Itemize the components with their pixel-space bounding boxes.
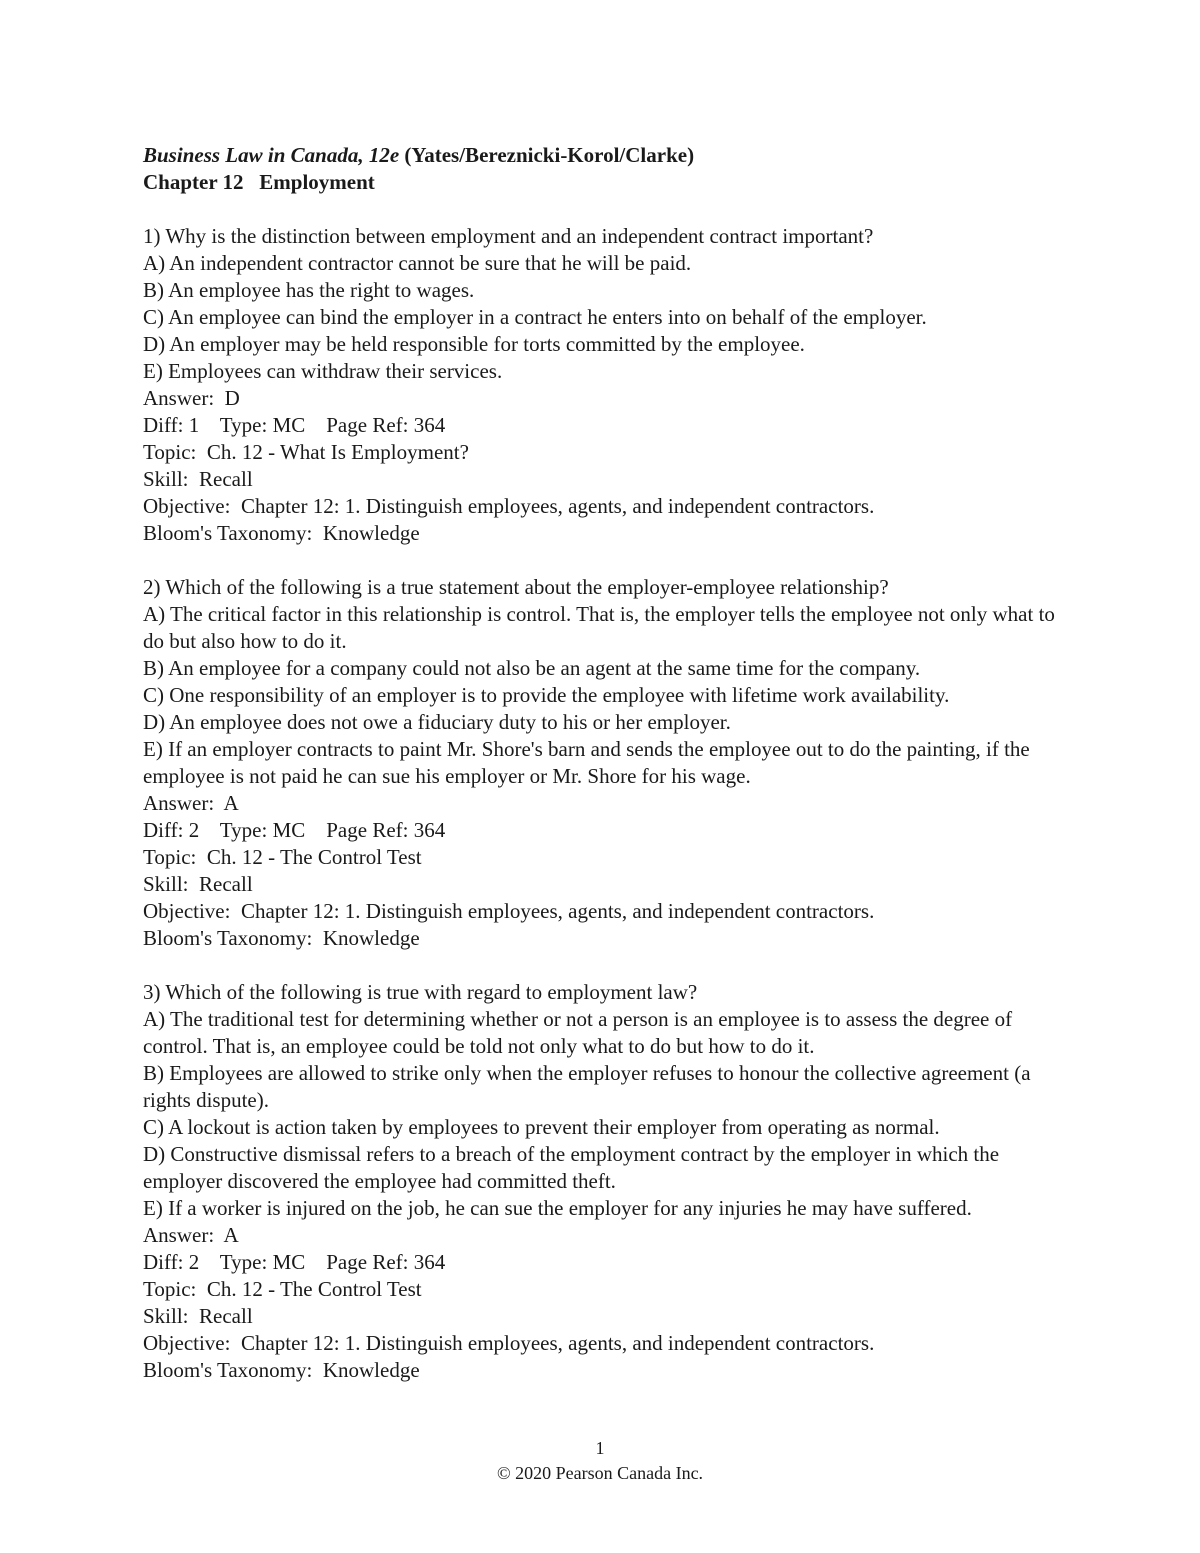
answer-option: D) An employee does not owe a fiduciary duty to his or her employer.	[143, 710, 731, 734]
skill-meta: Skill: Recall	[143, 467, 253, 491]
question-stem: 1) Why is the distinction between employment and an independent contract important?	[143, 224, 874, 248]
bloom-meta: Bloom's Taxonomy: Knowledge	[143, 926, 420, 950]
topic-meta: Topic: Ch. 12 - What Is Employment?	[143, 440, 469, 464]
skill-meta: Skill: Recall	[143, 1304, 253, 1328]
question-block-2	[143, 574, 1063, 952]
book-authors: (Yates/Bereznicki-Korol/Clarke)	[404, 143, 695, 167]
difficulty-meta: Diff: 2 Type: MC Page Ref: 364	[143, 818, 446, 842]
objective-meta: Objective: Chapter 12: 1. Distinguish employees, agents, and independent contractors.	[143, 899, 875, 923]
bloom-meta: Bloom's Taxonomy: Knowledge	[143, 521, 420, 545]
copyright-notice: © 2020 Pearson Canada Inc.	[496, 1463, 704, 1483]
answer-option: A) The traditional test for determining whether or not a person is an employee is to assess the degree of control. That is, an employee could be told not only what to do but how to do it.	[143, 1007, 1013, 1058]
answer-option: B) An employee for a company could not also be an agent at the same time for the company.	[143, 656, 921, 680]
answer-option: A) An independent contractor cannot be sure that he will be paid.	[143, 251, 692, 275]
question-block-1	[143, 223, 1063, 547]
question-block-3	[143, 979, 1063, 1384]
topic-meta: Topic: Ch. 12 - The Control Test	[143, 845, 422, 869]
bloom-meta: Bloom's Taxonomy: Knowledge	[143, 1358, 420, 1382]
difficulty-meta: Diff: 1 Type: MC Page Ref: 364	[143, 413, 446, 437]
answer-option: E) If an employer contracts to paint Mr. Shore's barn and sends the employee out to do the painting, if the employee is not paid he can sue his employer or Mr. Shore for his wage.	[143, 737, 1030, 788]
objective-meta: Objective: Chapter 12: 1. Distinguish employees, agents, and independent contractors.	[143, 494, 875, 518]
topic-meta: Topic: Ch. 12 - The Control Test	[143, 1277, 422, 1301]
skill-meta: Skill: Recall	[143, 872, 253, 896]
page-number: 1	[595, 1438, 605, 1458]
objective-meta: Objective: Chapter 12: 1. Distinguish employees, agents, and independent contractors.	[143, 1331, 875, 1355]
document-body	[143, 142, 1063, 1384]
answer-key: Answer: D	[143, 386, 240, 410]
answer-key: Answer: A	[143, 1223, 239, 1247]
spacer	[143, 547, 1063, 574]
chapter-heading: Chapter 12 Employment	[143, 170, 375, 194]
answer-option: D) An employer may be held responsible for torts committed by the employee.	[143, 332, 805, 356]
spacer	[143, 952, 1063, 979]
answer-option: A) The critical factor in this relationship is control. That is, the employer tells the employee not only what to do but also how to do it.	[143, 602, 1055, 653]
document-title	[143, 142, 1063, 169]
question-stem: 3) Which of the following is true with regard to employment law?	[143, 980, 698, 1004]
answer-option: E) If a worker is injured on the job, he can sue the employer for any injuries he may have suffered.	[143, 1196, 972, 1220]
question-stem: 2) Which of the following is a true statement about the employer-employee relationship?	[143, 575, 889, 599]
book-title: Business Law in Canada, 12e	[143, 143, 400, 167]
answer-option: C) One responsibility of an employer is to provide the employee with lifetime work availability.	[143, 683, 950, 707]
answer-key: Answer: A	[143, 791, 239, 815]
answer-option: D) Constructive dismissal refers to a breach of the employment contract by the employer in which the employer discovered the employee had committed theft.	[143, 1142, 1000, 1193]
answer-option: B) An employee has the right to wages.	[143, 278, 475, 302]
answer-option: E) Employees can withdraw their services.	[143, 359, 503, 383]
answer-option: C) An employee can bind the employer in a contract he enters into on behalf of the employer.	[143, 305, 927, 329]
answer-option: B) Employees are allowed to strike only when the employer refuses to honour the collective agreement (a rights dispute).	[143, 1061, 1031, 1112]
difficulty-meta: Diff: 2 Type: MC Page Ref: 364	[143, 1250, 446, 1274]
answer-option: C) A lockout is action taken by employees to prevent their employer from operating as normal.	[143, 1115, 940, 1139]
spacer	[143, 196, 1063, 223]
